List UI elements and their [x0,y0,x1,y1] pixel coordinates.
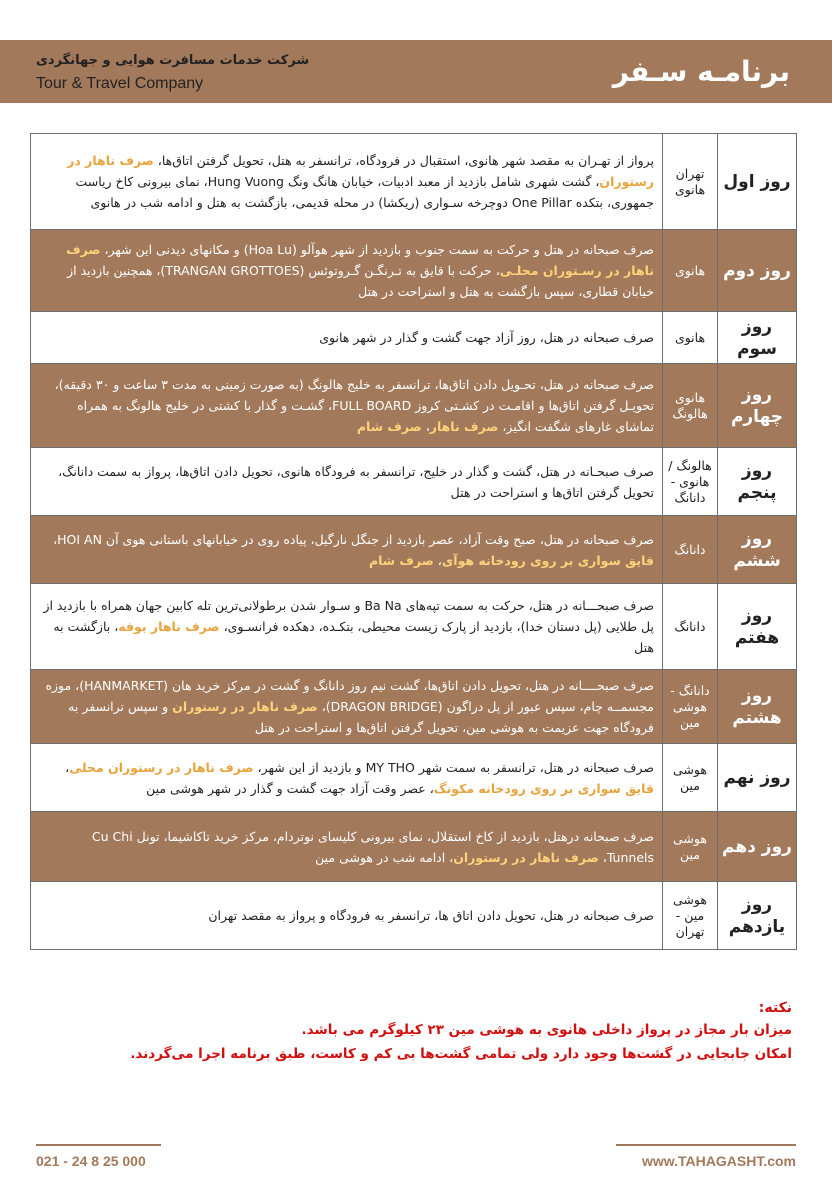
day-label: روز دوم [718,230,797,312]
day-label: روز سوم [718,312,797,364]
day-description [31,516,663,584]
footer-website[interactable]: www.TAHAGASHT.com [641,1153,796,1169]
footer-divider-left [36,1144,161,1146]
day-description [31,744,663,812]
day-label: روز پنجم [718,448,797,516]
description-text: صرف صبحـــانه در هتل، حرکت به سمت تپه‌های Ba Na و سـوار شدن برطولانی‌ترین تله کابین جهان همراه با بازدید از پل طلایی (پل دستان خدا)، بازدید از پارک زیست محیطی، بتکـده، دهکده فرانسـوی، [43,598,654,634]
table-row [31,516,797,584]
description-text: ، [433,552,442,568]
table-row [31,584,797,670]
highlight-text: صرف ناهار در رسـتوران محلـی [66,242,654,278]
city-label: هوشی مین [663,812,718,882]
description-text: ، حرکت با قایق به تـرنگـن گـروتوئس (TRANGAN GROTTOES)، همچنین بازدید از خیابان قطاری، سپس بازگشت به هتل و استراحت در هتل [67,263,654,299]
city-label: هانوی هالونگ [663,364,718,448]
description-text: صرف صبحانه در هتل، تحویل دادن اتاق ها، ترانسفر به فرودگاه و پرواز به مقصد تهران [208,908,654,923]
description-text: ، بازگشت به هتل [53,619,654,655]
city-label: دانانگ [663,584,718,670]
highlight-text: صرف ناهار [429,419,499,434]
table-row [31,312,797,364]
description-text: صرف صبحانه در هتل، روز آزاد جهت گشت و گذار در شهر هانوی [319,330,654,345]
highlight-text: صرف ناهار بوفه [118,619,220,634]
day-description [31,448,663,516]
table-row [31,448,797,516]
itinerary-body [31,134,797,950]
table-row [31,882,797,950]
page-title: برنامـه سـفر [612,55,790,88]
day-label: روز یازدهم [718,882,797,950]
highlight-text: قایق سواری بر روی رودخانه مکونگ [433,780,654,796]
description-text: پرواز از تهـران به مقصد شهر هانوی، استقبال در فرودگاه، ترانسفر به هتل، تحویل گرفتن اتاق‌ها، [153,153,654,168]
description-text: صرف صبحــــانه در هتل، تحویل دادن اتاق‌ها، گشت نیم روز دانانگ و گشت در مرکز خرید هان (HANMARKET)، موزه مجسمــه چام، سپس عبور از پل دراگون (DRAGON BRIDGE)، [45,678,654,714]
city-label: هوشی مین - تهران [663,882,718,950]
day-description [31,812,663,882]
day-description [31,230,663,312]
note-line: امکان جابجایی در گشت‌ها وجود دارد ولی تمامی گشت‌ها بی کم و کاست، طبق برنامه اجرا می‌گردند. [130,1046,792,1062]
city-label: هوشی مین [663,744,718,812]
highlight-text: صرف ناهار در رستوران [172,699,318,714]
city-label: هالونگ / هانوی - دانانگ [663,448,718,516]
day-label: روز دهم [718,812,797,882]
description-text: صرف صبحانه در هتل، ترانسفر به سمت شهر MY THO و بازدید از این شهر، [253,759,654,775]
day-label: روز چهارم [718,364,797,448]
highlight-text: صرف ناهار در رستوران [67,153,654,189]
description-text: ، ادامه شب در هوشی مین [315,849,454,865]
city-label: هانوی [663,230,718,312]
description-text: صرف صبحانه درهتل، بازدید از کاخ استقلال، نمای بیرونی کلیسای نوتردام، مرکز خرید تاکاشیما، تونل Cu Chi Tunnels، [91,828,654,865]
day-label: روز هشتم [718,670,797,744]
city-label: هانوی [663,312,718,364]
highlight-text: صرف شام [356,419,422,434]
day-description [31,882,663,950]
day-description [31,670,663,744]
description-text: ، عصر وقت آزاد جهت گشت و گذار در شهر هوشی مین [146,780,434,796]
note-title: نکته: [758,1000,792,1016]
company-name-en: Tour & Travel Company [36,75,204,92]
highlight-text: صرف ناهار در رستوران [453,849,599,865]
description-text: صرف صبحانه در هتل، صبح وقت آزاد، عصر بازدید از جنگل نارگیل، پیاده روی در خیابانهای باستانی هوی آن HOI AN، [53,531,654,547]
highlight-text: صرف شام [368,552,434,568]
city-label: دانانگ [663,516,718,584]
footer-divider-right [616,1144,796,1146]
description-text: صرف صبحانه در هتل، تحـویل دادن اتاق‌ها، ترانسفر به خلیج هالونگ (به صورت زمینی به مدت ۳ ساعت و ۳۰ دقیقه)، تحویـل گرفتن اتاق‌ها و اقامـت در کشـتی کروز FULL BOARD، گشـت و گذار با کشتی در خلیج هالونگ به همراه تماشای غارهای شگفت انگیز، [54,377,654,434]
company-name-fa: شرکت خدمات مسافرت هوایی و جهانگردی [36,53,310,68]
table-row [31,812,797,882]
day-label: روز ششم [718,516,797,584]
table-row [31,134,797,230]
itinerary-table [30,133,797,950]
day-description [31,134,663,230]
day-description [31,584,663,670]
table-row [31,744,797,812]
city-label: دانانگ - هوشی مین [663,670,718,744]
day-label: روز هفتم [718,584,797,670]
table-row [31,364,797,448]
description-text: صرف صبحانه در هتل و حرکت به سمت جنوب و بازدید از شهر هوآلو (Hoa Lu) و مکانهای دیدنی این شهر، [100,242,654,257]
day-description [31,364,663,448]
table-row [31,230,797,312]
city-label: تهران هانوی [663,134,718,230]
day-description [31,312,663,364]
note-line: میزان بار مجاز در پرواز داخلی هانوی به هوشی مین ۲۳ کیلوگرم می باشد. [301,1022,792,1038]
day-label: روز نهم [718,744,797,812]
footer-phone: 021 - 24 8 25 000 [36,1153,146,1169]
description-text: و سپس ترانسفر به فرودگاه جهت عزیمت به هوشی مین، تحویل گرفتن اتاق‌ها و استراحت در هتل [68,699,654,735]
day-label: روز اول [718,134,797,230]
highlight-text: قایق سواری بر روی رودخانه هوآی [441,552,654,568]
description-text: ، [421,419,430,434]
description-text: ، [65,759,70,775]
table-row [31,670,797,744]
highlight-text: صرف ناهار در رستوران محلی [69,759,254,775]
description-text: صرف صبحـانه در هتل، گشت و گذار در خلیج، ترانسفر به فرودگاه هانوی، تحویل دادن اتاق‌ها، پرواز به سمت دانانگ، تحویل گرفتن اتاق‌ها و استراحت در هتل [58,463,654,500]
description-text: ، گشت شهری شامل بازدید از معبد ادبیات، خیابان هانگ ونگ Hung Vuong، نمای بیرونی کاخ ریاست جمهوری، بتکده One Pillar دوچرخه سـواری (ریکشا) در محله قدیمی، بازگشت به هتل و ادامه شب در هانوی [75,174,654,210]
